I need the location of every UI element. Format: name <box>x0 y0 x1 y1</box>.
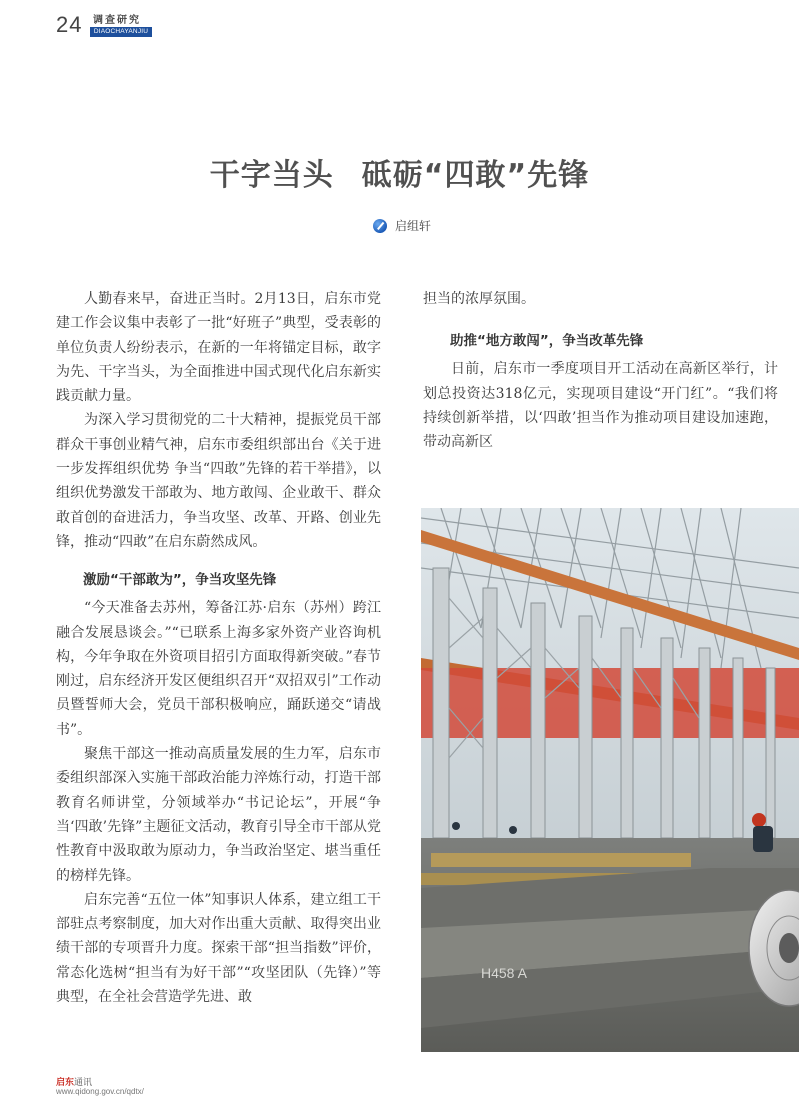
paragraph: 日前，启东市一季度项目开工活动在高新区举行，计划总投资达318亿元，实现项目建设“开门红”。“我们将持续创新举措，以‘四敢’担当作为推动项目建设加速跑，带动高新区 <box>423 361 778 451</box>
paragraph: 聚焦干部这一推动高质量发展的生力军，启东市委组织部深入实施干部政治能力淬炼行动，打造干部教育名师讲堂，分领域举办“书记论坛”，开展“争当‘四敢’先锋”主题征文活动，教育引导全市干部从党性教育中汲取敢为原动力，争当政治坚定、堪当重任的榜样先锋。 <box>56 746 381 884</box>
section-subtitle-badge: DIAOCHAYANJIU <box>90 27 152 37</box>
paragraph: 担当的浓厚氛围。 <box>423 291 535 307</box>
right-text-column <box>423 287 778 454</box>
paragraph: 人勤春来早，奋进正当时。2月13日，启东市党建工作会议集中表彰了一批“好班子”典型，受表彰的单位负责人纷纷表示，在新的一年将锚定目标，敢字为先、干字当头，为全面推进中国式现代化启东新实践贡献力量。 <box>56 291 381 405</box>
byline <box>373 217 431 234</box>
pen-icon <box>373 219 387 233</box>
section-heading: 助推“地方敢闯”，争当改革先锋 <box>450 333 644 350</box>
footer-url[interactable]: www.qidong.gov.cn/qdtx/ <box>56 1087 144 1096</box>
paragraph: “今天准备去苏州，筹备江苏·启东（苏州）跨江融合发展恳谈会。”“已联系上海多家外资产业咨询机构，今年争取在外资项目招引方面取得新突破。”春节刚过，启东经济开发区便组织召开“双招双引”工作动员暨誓师大会，党员干部积极响应，踊跃递交“请战书”。 <box>56 600 381 738</box>
footer-brand-red: 启东 <box>56 1078 75 1088</box>
factory-photo <box>421 508 799 1052</box>
paragraph: 为深入学习贯彻党的二十大精神，提振党员干部群众干事创业精气神，启东市委组织部出台《关于进一步发挥组织优势 争当“四敢”先锋的若干举措》，以组织优势激发干部敢为、地方敢闯、企业敢干、群众敢首创的奋进活力，争当攻坚、改革、开路、创业先锋，推动“四敢”在启东蔚然成风。 <box>56 412 381 550</box>
footer-brand-rest: 通讯 <box>74 1078 93 1088</box>
article-title <box>0 150 799 194</box>
section-title: 调查研究 <box>93 15 141 26</box>
article-title-part1: 干字当头 <box>209 158 334 193</box>
factory-illustration <box>421 508 799 1052</box>
left-text-column <box>56 287 381 1009</box>
author-name: 启组轩 <box>395 219 432 233</box>
article-title-part2: 砥砺“四敢”先锋 <box>361 158 590 193</box>
paragraph: 启东完善“五位一体”知事识人体系，建立组工干部驻点考察制度，加大对作出重大贡献、取得突出业绩干部的专项晋升力度。探索干部“担当指数”评价，常态化选树“担当有为好干部”“攻坚团队（先锋）”等典型，在全社会营造学先进、敢 <box>56 891 381 1006</box>
steel-marking: H458 A <box>481 965 527 981</box>
section-heading: 激励“干部敢为”，争当攻坚先锋 <box>83 572 277 589</box>
page-number: 24 <box>56 12 83 37</box>
